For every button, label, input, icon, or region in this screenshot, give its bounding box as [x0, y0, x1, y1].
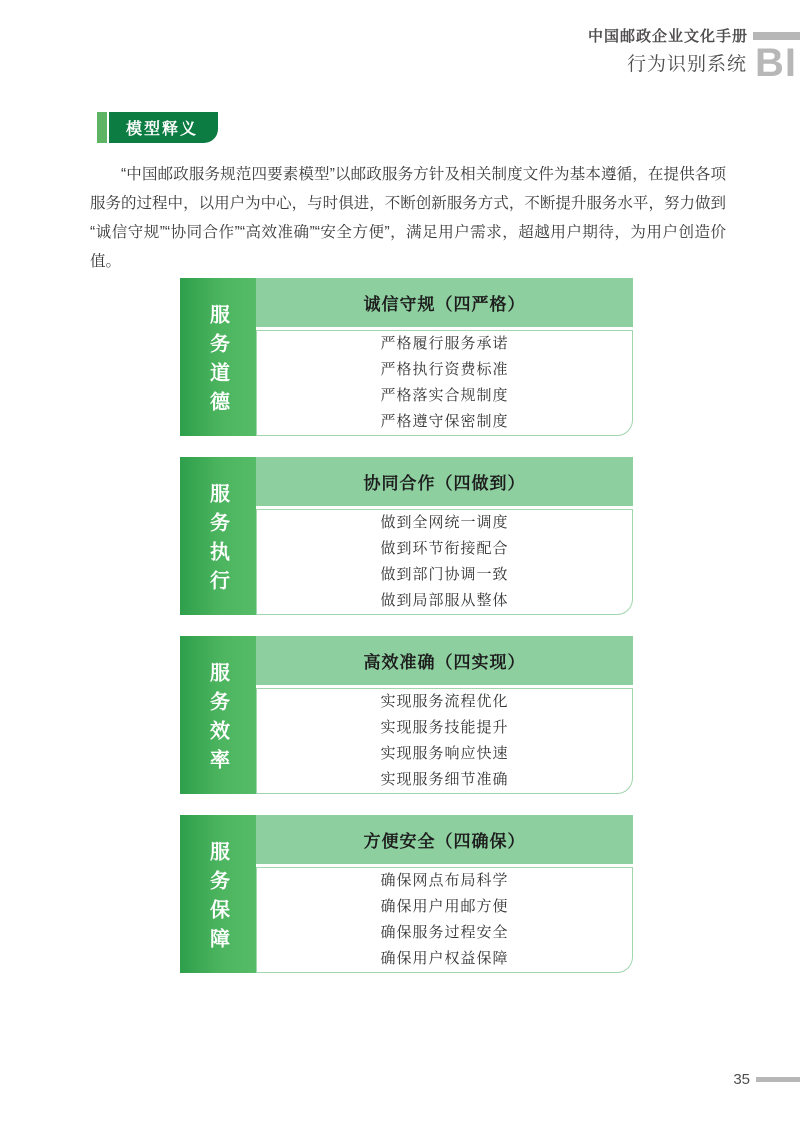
card-item: 确保服务过程安全	[380, 924, 509, 941]
badge-label: 模型释义	[109, 112, 218, 143]
card-category-label: 服务效率	[206, 661, 229, 778]
card-category	[180, 457, 256, 615]
card-title: 诚信守规（四严格）	[256, 278, 633, 327]
card-category	[180, 815, 256, 973]
section-title: 行为识别系统	[626, 54, 747, 75]
card-item: 做到部门协调一致	[380, 566, 509, 583]
card-category	[180, 636, 256, 794]
book-title: 中国邮政企业文化手册	[587, 28, 748, 45]
card-title: 方便安全（四确保）	[256, 815, 633, 864]
header-bar-decoration	[753, 32, 800, 40]
card-service-ethics	[180, 278, 633, 436]
card-service-efficiency	[180, 636, 633, 794]
card-main	[256, 815, 633, 973]
card-category-label: 服务保障	[206, 840, 229, 957]
card-item-list	[256, 867, 633, 973]
card-item: 严格履行服务承诺	[380, 335, 509, 352]
card-item: 做到全网统一调度	[380, 514, 509, 531]
intro-paragraph: “中国邮政服务规范四要素模型”以邮政服务方针及相关制度文件为基本遵循，在提供各项服务的过程中，以用户为中心，与时俱进，不断创新服务方式，不断提升服务水平，努力做到“诚信守规”“协同合作”“高效准确”“安全方便”，满足用户需求，超越用户期待，为用户创造价值。	[90, 166, 726, 270]
card-item: 实现服务细节准确	[380, 771, 509, 788]
card-service-guarantee	[180, 815, 633, 973]
card-main	[256, 457, 633, 615]
card-main	[256, 636, 633, 794]
card-item-list	[256, 330, 633, 436]
card-title: 协同合作（四做到）	[256, 457, 633, 506]
card-item: 确保用户用邮方便	[380, 898, 509, 915]
card-item: 做到局部服从整体	[380, 592, 509, 609]
card-category-label: 服务道德	[206, 303, 229, 420]
section-code: BI	[755, 41, 797, 85]
card-item: 实现服务技能提升	[380, 719, 509, 736]
section-badge	[97, 112, 218, 143]
page-footer	[733, 1071, 800, 1088]
page-number: 35	[733, 1071, 750, 1088]
footer-bar-decoration	[756, 1077, 800, 1082]
card-category-label: 服务执行	[206, 482, 229, 599]
model-cards	[180, 278, 633, 994]
card-item: 严格执行资费标准	[380, 361, 509, 378]
card-item-list	[256, 688, 633, 794]
card-category	[180, 278, 256, 436]
badge-strip-decoration	[97, 112, 107, 143]
card-service-execution	[180, 457, 633, 615]
card-item: 做到环节衔接配合	[380, 540, 509, 557]
card-item: 实现服务响应快速	[380, 745, 509, 762]
card-main	[256, 278, 633, 436]
card-item: 实现服务流程优化	[380, 693, 509, 710]
card-item-list	[256, 509, 633, 615]
page-header	[587, 25, 800, 85]
card-item: 严格遵守保密制度	[380, 413, 509, 430]
card-item: 严格落实合规制度	[380, 387, 509, 404]
section-title-row	[588, 41, 800, 85]
card-item: 确保用户权益保障	[380, 950, 509, 967]
card-title: 高效准确（四实现）	[256, 636, 633, 685]
card-item: 确保网点布局科学	[380, 872, 509, 889]
